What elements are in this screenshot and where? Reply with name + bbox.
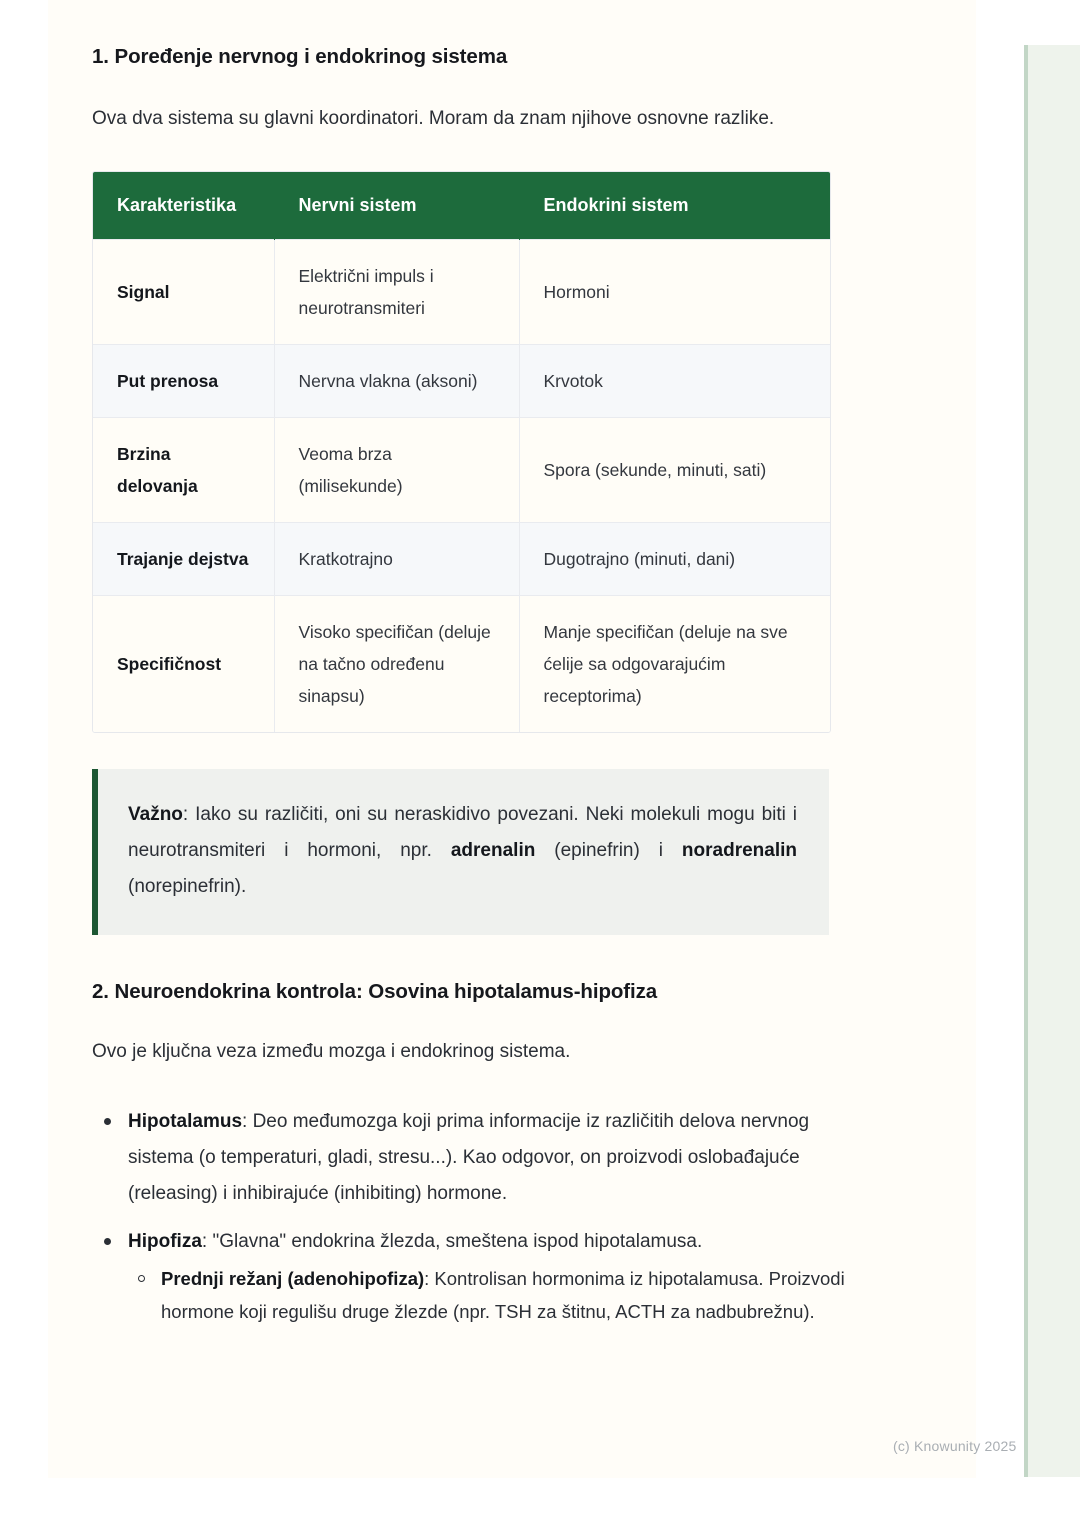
list-item	[92, 1224, 872, 1328]
cell-trajanje-endokrini: Dugotrajno (minuti, dani)	[519, 523, 830, 596]
cell-brzina-nervni: Veoma brza (milisekunde)	[274, 418, 519, 523]
section-1-intro-paragraph: Ova dva sistema su glavni koordinatori. Moram da znam njihove osnovne razlike.	[92, 107, 775, 129]
section-2-heading: 2. Neuroendokrina kontrola: Osovina hipotalamus-hipofiza	[92, 980, 658, 1004]
row-label-signal: Signal	[93, 240, 274, 345]
table-header	[93, 172, 830, 240]
column-header-karakteristika: Karakteristika	[93, 172, 274, 240]
table-row	[93, 418, 830, 523]
table-row	[93, 596, 830, 733]
important-callout	[92, 769, 829, 935]
column-header-nervni-sistem: Nervni sistem	[274, 172, 519, 240]
column-header-endokrini-sistem: Endokrini sistem	[519, 172, 830, 240]
section-2-bullet-list	[92, 1104, 872, 1328]
table-body	[93, 240, 830, 733]
nested-bullet-text-prednji-rezanj: : Kontrolisan hormonima iz hipotalamusa. Proizvodi hormone koji regulišu druge žlezde (npr. TSH za štitnu, ACTH za nadbubrežnu).	[161, 1267, 845, 1322]
bullet-ring-icon	[138, 1275, 145, 1282]
bullet-term-hipotalamus: Hipotalamus	[128, 1110, 243, 1132]
table-row	[93, 240, 830, 345]
list-item	[92, 1104, 872, 1212]
page-side-panel	[1024, 45, 1080, 1477]
table-row	[93, 345, 830, 418]
comparison-table-container	[92, 171, 831, 733]
row-label-trajanje-dejstva: Trajanje dejstva	[93, 523, 274, 596]
section-2-intro-paragraph: Ovo je ključna veza između mozga i endokrinog sistema.	[92, 1040, 571, 1062]
cell-brzina-endokrini: Spora (sekunde, minuti, sati)	[519, 418, 830, 523]
table-row	[93, 523, 830, 596]
cell-specificnost-endokrini: Manje specifičan (deluje na sve ćelije sa odgovarajućim receptorima)	[519, 596, 830, 733]
nested-list-item	[128, 1262, 872, 1328]
cell-signal-nervni: Električni impuls i neurotransmiteri	[274, 240, 519, 345]
cell-specificnost-nervni: Visoko specifičan (deluje na tačno određenu sinapsu)	[274, 596, 519, 733]
bullet-text-hipotalamus: : Deo međumozga koji prima informacije iz različitih delova nervnog sistema (o temperaturi, gladi, stresu...). Kao odgovor, on proizvodi oslobađajuće (releasing) i inhibirajuće (inhibiting) hormone.	[128, 1110, 810, 1204]
callout-text	[128, 797, 797, 905]
bullet-term-hipofiza: Hipofiza	[128, 1230, 202, 1252]
row-label-specificnost: Specifičnost	[93, 596, 274, 733]
table-header-row	[93, 172, 830, 240]
callout-lead-label: Važno	[128, 804, 183, 826]
document-page	[48, 0, 1017, 1478]
callout-body-2: (epinefrin) i	[535, 840, 682, 862]
cell-signal-endokrini: Hormoni	[519, 240, 830, 345]
copyright-watermark: (c) Knowunity 2025	[893, 1438, 1017, 1454]
callout-body-1: : Iako su različiti, oni su neraskidivo povezani. Neki molekuli mogu biti i neurotransmiteri i hormoni, npr.	[128, 804, 797, 862]
cell-put-prenosa-endokrini: Krvotok	[519, 345, 830, 418]
row-label-brzina-delovanja: Brzina delovanja	[93, 418, 274, 523]
nested-bullet-list	[128, 1262, 872, 1328]
nested-bullet-term-prednji-rezanj: Prednji režanj (adenohipofiza)	[161, 1267, 425, 1289]
section-1-heading: 1. Poređenje nervnog i endokrinog sistema	[92, 45, 508, 68]
cell-trajanje-nervni: Kratkotrajno	[274, 523, 519, 596]
bullet-text-hipofiza: : "Glavna" endokrina žlezda, smeštena ispod hipotalamusa.	[201, 1230, 703, 1252]
callout-body-3: (norepinefrin).	[128, 876, 247, 898]
comparison-table	[93, 172, 830, 732]
document-content	[92, 44, 872, 1340]
row-label-put-prenosa: Put prenosa	[93, 345, 274, 418]
callout-bold-noradrenalin: noradrenalin	[681, 840, 797, 862]
callout-bold-adrenalin: adrenalin	[450, 840, 536, 862]
cell-put-prenosa-nervni: Nervna vlakna (aksoni)	[274, 345, 519, 418]
bullet-dot-icon	[104, 1118, 111, 1125]
bullet-dot-icon	[104, 1238, 111, 1245]
